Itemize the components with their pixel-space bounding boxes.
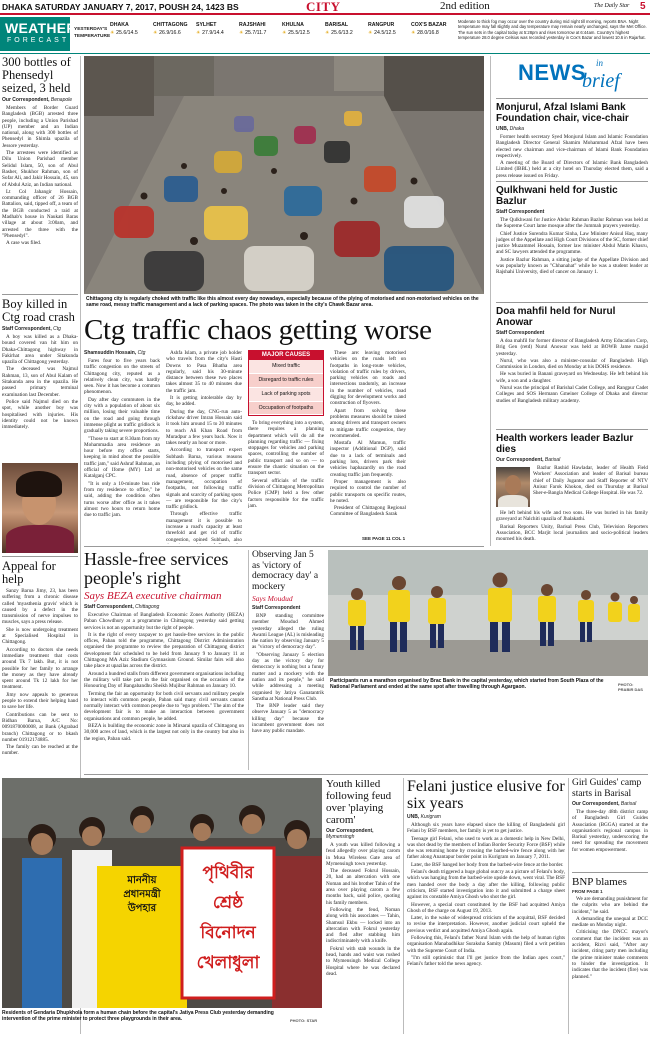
city-name: COX'S BAZAR — [411, 22, 447, 28]
story-body — [2, 105, 78, 291]
paragraph: Nurul was the principal of Barishal Cadet College, and Rangpur Cadet Colleges and SOS Hermann Gmeiner College of Dhaka and director studies of Bangladesh military academy. — [496, 385, 648, 404]
story-headline: Hassle-free services people's right — [84, 550, 229, 588]
brief-logo — [496, 56, 648, 96]
paragraph: Fares four to five years back traffic congestion on the streets of Chittagong city, reputed as a relatively clean city, was hardly seen. Now it has become a common phenomenon. — [84, 358, 160, 396]
paragraph: He left behind his wife and two sons. He was buried in his family graveyard at Nalchiti upazila of Jhalakathi. — [496, 510, 648, 523]
paragraph: A case was filed. — [6, 240, 42, 247]
city-name: BARISAL — [325, 22, 349, 28]
paragraph: Ashfa Islam, a private job holder who travels from the city's Hasti Downs to Pasa Bhatha area regularly, said his 30-minute distance between these two places takes almost 35 to 40 minutes due the traffic jam. — [166, 350, 242, 394]
paper-name: The Daily Star — [594, 3, 630, 9]
weather-label-line1: YESTERDAY'S — [74, 27, 108, 32]
story-byline — [252, 605, 324, 611]
city-temp-value: 25.5/12.5 — [288, 30, 310, 36]
sun-icon: ☀ — [325, 30, 330, 36]
paragraph: Lt Col Jahangir Hossain, commanding officer of 26 BGB Battalion, said, tipped off, a team of the BGB conducted a raid at Madhab's house in Naukati Baras village at about 3:00am, and arrested the three with the "Phensedyl". — [2, 188, 78, 239]
weather-logo — [0, 17, 77, 51]
story-byline: Our Correspondent, Benapole — [2, 97, 73, 103]
byline-place: Kurigram — [420, 814, 441, 820]
cause-item: Lack of parking spots — [249, 388, 323, 402]
lead-col-3 — [248, 420, 324, 544]
byline-place: Chittagong — [135, 604, 160, 610]
sun-icon: ☀ — [239, 30, 244, 36]
story-body — [496, 134, 648, 178]
byline-place: Barisal — [620, 801, 637, 807]
story-body — [326, 842, 400, 1028]
byline-name: Staff Correspondent — [84, 604, 133, 610]
byline-name: Staff Correspondent — [2, 326, 51, 332]
paragraph: These are: leaving motorised vehicles on the roads left on footpaths in long-route vehicles, violation of traffic rules by drivers, parking vehicles on roads and intersections randomly, an increase in the number of vehicles, road digging for development works and construction of flyovers. — [330, 350, 406, 407]
board-line: খেলাধুলা — [196, 953, 260, 972]
city-temps — [411, 30, 457, 36]
city-temps — [110, 30, 152, 36]
paragraph: The Qulkhwani for Justice Abdur Rahman Bazlur Rahman was held at the Supreme Court lame mosque after the Jummah prayers yesterday. — [496, 217, 648, 230]
paragraph: Nurul, who was also a minister-consular of Bangladesh High Commission in London, died on Monday at his DOHS residence. — [496, 357, 648, 371]
paragraph: However, a special court constituted by the BSF had acquitted Amiya Ghosh of the charge on August 19, 2013. — [407, 901, 565, 914]
paragraph: He was buried in Banani graveyard on Wednesday. He left behind his wife, a son and a daughter. — [496, 371, 648, 384]
city-temps — [196, 30, 238, 36]
city-temp-value: 25.7/11.7 — [245, 30, 267, 36]
paragraph: During the day, CNG-run auto-rickshaw driver Imran Hossain said it took him around 15 to 20 minutes to reach Ali Khan Road from Muradpur a few years back. Now it takes nearly an hour or more. — [166, 408, 242, 447]
weather-label-line2: TEMPERATURE — [74, 34, 111, 39]
city-temps — [368, 30, 410, 36]
jan5-story — [252, 550, 324, 770]
portrait-hair — [16, 471, 62, 497]
byline-name: UNB — [407, 814, 418, 820]
byline-name: Staff Correspondent — [496, 209, 545, 215]
byline-name: Our Correspondent — [496, 457, 543, 463]
edition-label: 2nd edition — [440, 0, 490, 12]
sun-icon: ☀ — [153, 30, 158, 36]
paragraph: Felani's death triggered a huge global outcry as a picture of Felani's body, which was hanging from the barbed-wire upside down, went viral. The BSF men handed over the body a day after the killing, following public criticism, BSF started investigation into it and submitted a charge sheet against its constable Amiya Ghosh who shot the girl. — [407, 869, 565, 901]
story-body — [533, 465, 648, 509]
story-byline — [496, 209, 648, 215]
city-temp-value: 24.5/12.5 — [374, 30, 396, 36]
story-headline: Felani justice elusive for six years — [407, 778, 565, 812]
story-body — [572, 896, 648, 1034]
paragraph: "Observing January 5 election day as the victory day for democracy is nothing but a funny matter and a mockery with the nation and its people," he said while addressing a meeting organised by Jatiya Ganatantrik Sanstha at National Press Club. — [252, 651, 324, 702]
brief-headline: Qulkhwani held for Justic Bazlur — [496, 185, 618, 207]
byline-name: Staff Correspondent — [252, 605, 301, 611]
story-body — [2, 334, 78, 460]
paragraph: The three-day 48th district camp of Bangladesh Girl Guides Association (BGGA) started at the organisation's regional campus in Barisal yesterday, underscoring the need for spreading the movement for women empowerment. — [572, 809, 648, 853]
paragraph: Chief Justice Surendra Kumar Sinha, Law Minister Anisul Haq, many judges of the Appellate and High Court Divisions of the SC, former chief justice Muzammel Hossain, former law minister Abdul Matin Khasru, and SC lawyers attended the programme. — [496, 230, 648, 256]
city-temp-value: 28.0/16.8 — [417, 30, 439, 36]
story-body — [496, 217, 648, 299]
weather-title: WEATHER — [5, 20, 77, 36]
paragraph: The BNP leader said they observe January 5 as "democracy killing day" because the incumbent government does not have any public mandate. — [252, 703, 324, 735]
sun-icon: ☀ — [282, 30, 287, 36]
sun-icon: ☀ — [411, 30, 416, 36]
sun-icon: ☀ — [196, 30, 201, 36]
paragraph: Former health secretary Syed Monjurul Islam and Islamic Foundation Bangladesh Director General Shamim Mohammad Afzal have been elected new chairman and vice-chairman of Islami Bank Foundation respectively. — [496, 134, 648, 159]
paragraph: BNP standing committee member Moudud Ahmed yesterday alleged the ruling Awami League (AL) is misleading the nation by observing January 5 as "victory of democracy day". — [252, 613, 324, 651]
traffic-photo-caption: Chittagong city is regularly choked with traffic like this almost every day nowadays, especially because of the plying of motorised and non-motorised vehicles on the same road, messy traffic management and a lack of parking spaces. The photo was taken in the city's Chawk Bazar area. — [86, 296, 479, 308]
paragraph: She is now undergoing treatment at Specialised Hospital in Chittagong. — [2, 626, 78, 646]
paragraph: Following the feud, Noman along with his associates — Tahin, Shamsul Ekbu — locked into an altercation with Fokrul yesterday and fled after stabbing him indiscriminately with a knife. — [326, 906, 400, 945]
human-chain-credit: PHOTO: STAR — [290, 1018, 318, 1023]
sun-icon: ☀ — [368, 30, 373, 36]
paragraph: Mostafa Al Mamun, traffic inspector (Additional DGP), said due to a lack of terminals and parking lots, drivers park their vehicles haphazardly on the road creating traffic jam frequently. — [330, 440, 406, 478]
brief-headline: Doa mahfil held for Nurul Anowar — [496, 306, 616, 328]
paragraph: According to doctors she needs immediate treatment that costs around Tk 7 lakh. But, it is not possible for her family to arrange the money as they have already spent around Tk 12 lakh for her treatment. — [2, 646, 78, 691]
marathon-photo-art — [328, 550, 648, 676]
city-name: DHAKA — [110, 22, 129, 28]
lead-jump: SEE PAGE 11 COL 1 — [362, 536, 406, 541]
story-byline: Staff Correspondent, Chittagong — [84, 604, 160, 610]
page-number: 5 — [640, 1, 646, 12]
marathon-caption: Participants run a marathon organised by Brac Bank in the capital yesterday, which started from South Plaza of the National Parliament and ended at the same spot after travelling through Agargaon. — [330, 678, 604, 690]
byline-place: Benapole — [50, 97, 73, 103]
city-temp-value: 25.6/14.5 — [116, 30, 138, 36]
byline-place: Dhaka — [509, 126, 525, 132]
beza-story — [84, 550, 244, 770]
right-bottom-column — [572, 778, 648, 1034]
weather-city — [196, 22, 238, 36]
paragraph: Through effective traffic management it is possible to increase a road's capacity at least threefold and get rid of traffic congestion, opined Subhash, also — [166, 511, 242, 543]
paragraph: The arrestees were identified as Dilu Union Parishad member Selidul Islam, 50, son of Abul Basher, Shukhor Rahman, son of Sofar Ali, and Jakir Hossain, 45, son of Abdul Aziz, an Indian national. — [2, 150, 78, 188]
portrait-cloth — [498, 495, 528, 507]
paragraph: A boy was killed as a Dhaka-bound covered van hit him on Dhaka-Chittagong highway in Fakirhat area under Sitakunda upazila of Chittagong yesterday. — [2, 334, 78, 366]
banner-line: প্রধানমন্ত্রী — [123, 889, 161, 900]
story-kicker: Says BEZA executive chairman — [84, 590, 222, 602]
story-byline: Our Correspondent, Barisal — [496, 457, 561, 463]
story-byline — [496, 330, 648, 336]
story-kicker: Says Moudud — [252, 594, 293, 603]
paragraph: Although six years have elapsed since the killing of Bangladeshi girl Felani by BSF members, her family is yet to get justice. — [407, 822, 565, 835]
story-body — [496, 510, 648, 546]
paragraph: Later, the BSF hanged her body from the barbed-wire fence at the border. — [411, 861, 564, 868]
paragraph: Later, in the wake of widespread criticism of the acquittal, BSF decided to revise the interpretation. However, another judicial court upheld the previous verdict and acquitted Amiya Ghosh again. — [407, 915, 565, 934]
board-line: শ্রেষ্ঠ — [212, 893, 244, 912]
story-byline: Our Correspondent, Mymensingh — [326, 828, 374, 840]
portrait-face — [505, 475, 521, 495]
story-headline: Girl Guides' camp starts in Barisal — [572, 778, 642, 799]
city-temp-value: 26.9/16.6 — [159, 30, 181, 36]
city-name: SYLHET — [196, 22, 217, 28]
brief-logo-news: NEWS — [518, 60, 586, 85]
weather-subtitle: FORECAST — [7, 37, 70, 44]
paragraph: BEZA is building the economic zone in Mirsarai upazila of Chittagong on 30,000 acres of land, which is the largest not only in the country but also in the region, Paban said. — [84, 723, 244, 742]
traffic-photo — [84, 56, 484, 294]
paragraph: Fokrul with stab wounds in the head, hands and waist was rushed to Mymensingh Medical College Hospital where he was declared dead. — [326, 945, 400, 977]
paragraph: Justice Bazlur Rahman, a sitting judge of the Appellate Division and was popularly known as "Chhanahat" while he was a student leader at Rajshahi University, died of cancer on January 1. — [496, 256, 648, 276]
weather-city — [368, 22, 410, 36]
paragraph: Following this, Felani's father Nurul Islam with the help of human rights organisation Manabadhikar Suraksha Samity (Masum) filed a writ petition with the Supreme Court of India. — [407, 935, 565, 954]
paragraph: To bring everything into a system, there requires a planning department which will do all the planning regarding traffic — fixing stoppages for vehicles and parking spaces, controlling the number of public transport and so on — to ensure the chaotic situation on the transport sector. — [248, 420, 324, 477]
paragraph: Several officials of the traffic division of Chittagong Metropolitan Police (CMP) held a few other factors responsible for the traffic jam. — [248, 477, 324, 509]
paragraph: Terming the fair an opportunity for both civil servants and military people to interact with common people, Paban said many civil servants cannot normally interact with common people due to "ego problem." The aim of the development fair is to make an interaction between government organisations and common people, he added. — [84, 690, 244, 722]
story-body — [84, 612, 244, 770]
story-headline: 300 bottles of Phensedyl seized, 3 held — [2, 56, 71, 95]
major-causes-box — [248, 350, 324, 416]
paragraph: "It is only a 10-minute bus ride from my residence to office," he said, adding the condition often turns worse after office as it takes almost two hours to return home due to traffic jam. — [84, 480, 160, 519]
appeal-photo — [2, 463, 78, 553]
brief-logo-brief: brief — [582, 70, 620, 92]
brief-logo-in: in — [596, 58, 604, 68]
paragraph: The deceased was Najmul Rahman, 13, son of Abul Kalam of Sitakunda area in the upazila. He passed primary terminal examination last December. — [2, 366, 78, 398]
news-in-brief — [496, 56, 648, 546]
story-body — [407, 822, 565, 1034]
paragraph: Day after day commuters in the city with a population of about six million, losing their valuable time on the road and going through immense plight as traffic gridlock is gradually taking severe proportions. — [84, 396, 160, 435]
major-causes-title: MAJOR CAUSES — [249, 351, 323, 360]
lead-byline: Shamsuddin Hossain, Ctg — [84, 350, 146, 356]
paragraph: According to transport expert Subhash Barua, various reasons including plying of motorised and non-motorised vehicles on the same road, absence of proper traffic management, occupation of footpaths, not following traffic signals and scarcity of parking spots — are responsible for the city's traffic gridlock. — [166, 447, 242, 511]
story-headline: Boy killed in Ctg road crash — [2, 297, 75, 324]
paragraph: Contributions can be sent to Bidhan Barua, A/C No: 0091870000008, at Bank (Agrabad branch) Chittagong or to bkash number 01912174885. — [2, 711, 78, 743]
weather-label — [74, 26, 110, 40]
paragraph: Criticising the DNCC mayor's comment that the incident was an accident, Rizvi said, "After any incident, citing party men including the prime minister make comments to hinder the investigation. It indicates that the incident (fire) was planned." — [572, 929, 648, 980]
byline-place: Barisal — [544, 457, 561, 463]
marathon-credit: PHOTO: PRABIR DAS — [618, 682, 643, 692]
story-body — [84, 358, 160, 542]
human-chain-photo — [2, 778, 322, 1008]
city-temps — [325, 30, 367, 36]
city-name: RANGPUR — [368, 22, 395, 28]
city-temps — [282, 30, 324, 36]
city-name: RAJSHAHI — [239, 22, 266, 28]
city-temp-value: 25.6/13.2 — [331, 30, 353, 36]
cause-item: Occupation of footpaths — [249, 402, 323, 414]
weather-city — [110, 22, 152, 36]
byline-place: Ctg — [53, 326, 61, 332]
felani-story — [407, 778, 565, 1034]
paragraph: The family can be reached at the number. — [2, 744, 78, 757]
story-byline: UNB, Kurigram — [407, 814, 441, 820]
byline-name: Our Correspondent — [572, 801, 619, 807]
marathon-photo — [328, 550, 648, 676]
cause-item: Mixed traffic — [249, 360, 323, 374]
story-headline: Observing Jan 5 as 'victory of democracy day' a mockery — [252, 550, 319, 592]
lead-headline: Ctg traffic chaos getting worse — [84, 314, 432, 346]
paragraph: Teenage girl Felani, who used to work as a domestic help in New Delhi, was shot dead by the members of Indian Border Security Force (BSF) while she was returning home by crossing the barbed-wire fence along with her father along Anantapur border point in Kurigram on January 7, 2011. — [407, 835, 565, 861]
paragraph: Around a hundred stalls from different government organisations including the military will take part in the fair organised on the occasion of the Honouring Day of Bangabandhu Sheikh Mujibur Rahman on January 10. — [84, 670, 244, 690]
paragraph: A demanding the unequal at DCC mediate on Monday night. — [572, 915, 648, 929]
weather-city — [325, 22, 367, 36]
story-headline: BNP blames — [572, 876, 627, 888]
paragraph: "Those to start at 8.30am from my Mohammadia area residence an hour before my office starts, keeping in mind about the possible traffic jam," said Ashraf Rahman, an official of Ifome (MY) Ltd at Katalganj CPC. — [84, 435, 160, 480]
banner-text — [100, 874, 184, 916]
weather-note: Moderate to thick fog may occur over the country during mid night till morning, reports BNA. Night temperature may fall slightly and day temperature may remain nearly unchanged, says the Met Office. The sun sets in the capital today at 5:28pm and rises tomorrow at 6:44am. Country's highest temperature 28.0 degree Celsius was recorded yesterday in Cox's Bazar and lowest 10.6 in Rajarhat. — [458, 19, 647, 40]
paragraph: Members of Border Guard Bangladesh (BGB) arrested three people, including a Union Parishad (UP) member and an Indian national, along with 300 bottles of Phensedyl in Shimla upazila of Jessore yesterday. — [2, 105, 78, 149]
city-temp-value: 27.9/14.4 — [202, 30, 224, 36]
city-temps — [239, 30, 281, 36]
byline-name: Our Correspondent — [326, 828, 373, 834]
banner-line: উপহার — [127, 903, 157, 914]
board-line: পৃথিবীর — [202, 863, 254, 882]
story-body — [252, 613, 324, 763]
board-text — [186, 858, 270, 978]
story-headline: Appeal for help — [2, 559, 56, 586]
story-body — [496, 338, 648, 426]
bazlur-photo — [496, 467, 530, 507]
weather-strip — [0, 17, 650, 51]
lead-col-2 — [166, 350, 242, 544]
paragraph: Proper management is also required to control the number of public transports on specific routes, he noted. — [330, 478, 406, 504]
lead-col-4 — [330, 350, 406, 536]
byline-name: UNB — [496, 126, 507, 132]
banner-line: মাননীয় — [127, 875, 157, 886]
byline-place: Mymensingh — [326, 834, 355, 840]
paragraph: "I'm still optimistic that I'll get justice from the Indian apex court," Felani's father told the news agency. — [407, 954, 565, 968]
weather-city — [239, 22, 281, 36]
story-byline: Our Correspondent, Barisal — [572, 801, 637, 807]
story-headline: Youth killed following feud over 'playing carom' — [326, 778, 392, 826]
lead-col-1 — [84, 350, 160, 544]
story-body — [572, 809, 648, 869]
weather-city — [282, 22, 324, 36]
paragraph: Police said Najmul died on the spot, while another boy was hospitalised with injuries. His identity could not be known immediately. — [2, 398, 78, 431]
byline-name: Shamsuddin Hossain — [84, 350, 135, 356]
paragraph: A meeting of the Board of Directors of Islamic Bank Bangladesh Limited (IBBL) held at a city hotel on Thursday elected them, said a press release issued on Friday. — [496, 160, 648, 178]
masthead — [0, 0, 650, 15]
story-byline: Staff Correspondent, Ctg — [2, 326, 61, 332]
paragraph: Barisal Reporters Unity, Barisal Press Club, Television Reporters Association, BCC Marjit local journalists and socio-political leaders mourned his death. — [496, 523, 648, 543]
byline-name: Our Correspondent — [2, 97, 49, 103]
city-name: KHULNA — [282, 22, 304, 28]
human-chain-caption: Residents of Gendaria Dhupkhola form a human chain before the capital's Jatiya Press Club yesterday demanding intervention of the prime minister to protect three playgrounds in their area. — [2, 1010, 274, 1022]
masthead-date: DHAKA SATURDAY JANUARY 7, 2017, POUSH 24, 1423 BS — [2, 2, 239, 12]
paragraph: We are demanding punishment for the culprits who are behind the incident," he said. — [572, 896, 648, 915]
byline-name: Staff Correspondent — [496, 330, 545, 336]
brief-headline: Health workers leader Bazlur dies — [496, 433, 634, 455]
paragraph: Bazlur Rashid Hawladar, leader of Health Field Workers' Association and leader of Barisal bureau chief of Daily Jugantor and Staff Reporter of NTV Anisur Farok Khokon, died on Thursday at Barisal Sher-e-Bangla Medical College Hospital. He was 72. — [533, 465, 648, 497]
brief-headline: Monjurul, Afzal Islami Bank Foundation chair, vice-chair — [496, 102, 629, 124]
paragraph: A doa mahfil for former director of Bangladesh Army Education Corp, Brig Gen (retd) Nurul Anowar was held at BOWB Jame masjid yesterday. — [496, 338, 648, 357]
youth-story — [326, 778, 400, 1034]
paragraph: Jimy now appeals to generous people to extend their helping hand to save her life. — [2, 691, 78, 711]
byline-place: Ctg — [137, 350, 146, 356]
paragraph: It is the right of every taxpayer to get hassle-free services in the public offices, Paban told the programme, Chittagong District Administration organised the programme to review the preparation of Chittagong district development fair scheduled to be held from January 9 to January 11 at Chittagong MA Aziz Stadium Gymnasium Ground. Similar fairs will also take place at upazilas across the district. — [84, 631, 244, 670]
paragraph: President of Chittagong Regional Committee of Bangladesh Sarak — [330, 505, 406, 518]
paragraph: Sanzy Barua Jimy, 23, has been suffering from a chronic disease called 'myasthenia gravis' which is caused by a defect in the transmission of nerve impulses to muscles, says a press release. — [2, 588, 78, 626]
board-line: বিনোদন — [200, 923, 256, 942]
lead-story — [84, 350, 484, 544]
jump-from: FROM PAGE 1 — [572, 889, 603, 894]
city-name: CHITTAGONG — [153, 22, 188, 28]
portrait-cloth — [6, 525, 74, 553]
section-name: CITY — [306, 0, 341, 14]
paragraph: A youth was killed following a feud allegedly over playing carom in Musa Wireless Gate area of Mymensingh town yesterday. — [326, 842, 400, 867]
city-temps — [153, 30, 195, 36]
cause-item: Disregard to traffic rules — [249, 374, 323, 388]
paragraph: Apart from solving these problems measures should be raised among drivers and transport owners to mitigate traffic congestion, they recommended. — [330, 407, 406, 439]
weather-cities — [110, 22, 456, 46]
weather-city — [153, 22, 195, 36]
paragraph: The deceased Fokrul Hossain, 20, had an altercation with one Noman and his brother Tahin of the area over playing carom a few months back, said police, quoting his family members. — [326, 868, 400, 906]
traffic-photo-art — [84, 56, 484, 294]
paragraph: It is getting intolerable day by day, he added. — [166, 395, 242, 408]
paragraph: Executive Chairman of Bangladesh Economic Zones Authority (BEZA) Paban Chowdhury at a programme in Chittagong yesterday said getting services is not an opportunity but the right of people. — [84, 612, 244, 631]
sun-icon: ☀ — [110, 30, 115, 36]
weather-city — [411, 22, 457, 36]
story-byline: UNB, Dhaka — [496, 126, 525, 132]
